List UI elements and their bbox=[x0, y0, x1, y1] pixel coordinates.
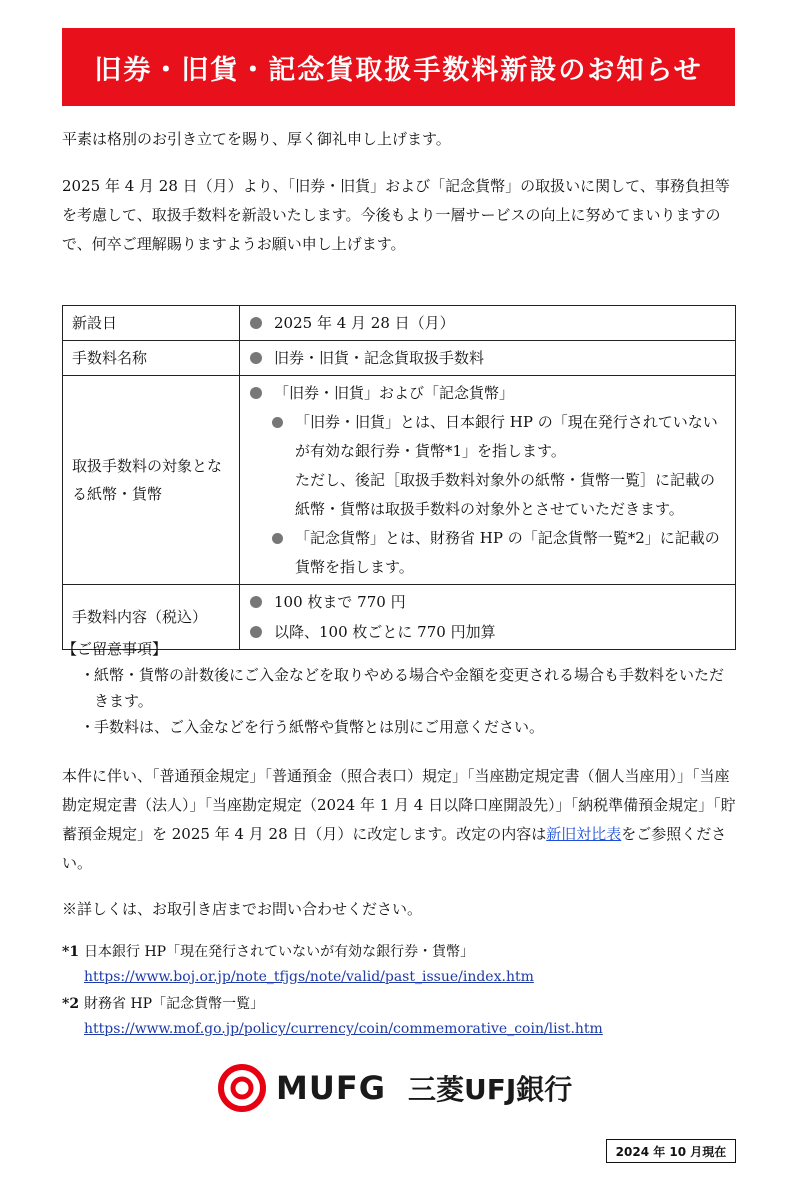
row-head-target: 取扱手数料の対象となる紙幣・貨幣 bbox=[63, 376, 240, 585]
bullet-icon bbox=[250, 352, 262, 364]
row-head-fee: 手数料内容（税込） bbox=[63, 585, 240, 650]
bullet-icon bbox=[272, 533, 283, 544]
table-row bbox=[63, 376, 736, 585]
notes-title: 【ご留意事項】 bbox=[62, 640, 168, 658]
list-item: ・ 手数料は、ご入金などを行う紙幣や貨幣とは別にご用意ください。 bbox=[80, 718, 545, 736]
logo-bank-name: 三菱UFJ銀行 bbox=[407, 1073, 573, 1106]
notes-list bbox=[80, 662, 735, 740]
date-stamp: 2024 年 10 月現在 bbox=[606, 1139, 736, 1163]
row-value-name: 旧券・旧貨・記念貨取扱手数料 bbox=[274, 349, 485, 367]
row-value-target: 「旧券・旧貨」および「記念貨幣」 bbox=[274, 384, 515, 402]
announcement-text: 2025 年 4 月 28 日（月）より、「旧券・旧貨」および「記念貨幣」の取扱いに関して、事務負担等を考慮して、取扱手数料を新設いたします。今後もより一層サービスの向上に努めてまいりますので、何卒ご理解賜りますようお願い申し上げます。 bbox=[62, 177, 730, 253]
mufg-logo bbox=[218, 1064, 572, 1112]
page-title: 旧券・旧貨・記念貨取扱手数料新設のお知らせ bbox=[94, 54, 703, 86]
revision-text: 本件に伴い、「普通預金規定」「普通預金（照合表口）規定」「当座勘定規定書（個人当座用）」「当座勘定規定書（法人）」「当座勘定規定（2024 年 1 月 4 日以降口座開設先）」「納税準備預金規定」「貯蓄預金規定」を 2025 年 4 月 28 日（月）に改定します。改定の内容は新旧対比表をご参照ください。 bbox=[62, 767, 736, 872]
table-row bbox=[63, 306, 736, 341]
mof-link[interactable]: https://www.mof.go.jp/policy/currency/coin/commemorative_coin/list.htm bbox=[84, 1021, 603, 1037]
bullet-icon bbox=[250, 596, 262, 608]
fee-first-100: 100 枚まで 770 円 bbox=[274, 593, 406, 611]
fee-info-table bbox=[62, 305, 736, 650]
fee-additional: 以降、100 枚ごとに 770 円加算 bbox=[274, 623, 496, 641]
logo-brand: MUFG bbox=[276, 1069, 386, 1107]
comparison-table-link[interactable]: 新旧対比表 bbox=[546, 825, 622, 843]
list-item: ・ 紙幣・貨幣の計数後にご入金などを取りやめる場合や金額を変更される場合も手数料をいただきます。 bbox=[80, 666, 725, 710]
footnote-2: *2 財務省 HP「記念貨幣一覧」 https://www.mof.go.jp/policy/currency/coin/commemorative_coin/list.htm bbox=[62, 992, 738, 1042]
table-row bbox=[63, 341, 736, 376]
target-note-old: 「旧券・旧貨」とは、日本銀行 HP の「現在発行されていないが有効な銀行券・貨幣*1」を指します。 bbox=[295, 413, 718, 460]
bullet-icon bbox=[250, 317, 262, 329]
intro-text: 平素は格別のお引き立てを賜り、厚く御礼申し上げます。 bbox=[62, 130, 451, 148]
bullet-icon bbox=[272, 417, 283, 428]
row-head-name: 手数料名称 bbox=[63, 341, 240, 376]
boj-link[interactable]: https://www.boj.or.jp/note_tfjgs/note/valid/past_issue/index.htm bbox=[84, 969, 534, 985]
title-banner bbox=[62, 28, 735, 106]
target-note-commemorative: 「記念貨幣」とは、財務省 HP の「記念貨幣一覧*2」に記載の貨幣を指します。 bbox=[295, 529, 720, 576]
footnote-1: *1 日本銀行 HP「現在発行されていないが有効な銀行券・貨幣」 https://www.boj.or.jp/note_tfjgs/note/valid/past_issue/index.htm bbox=[62, 940, 738, 990]
contact-text: ※詳しくは、お取引き店までお問い合わせください。 bbox=[62, 900, 423, 918]
row-value-date: 2025 年 4 月 28 日（月） bbox=[274, 314, 455, 332]
target-note-exclusion: ただし、後記［取扱手数料対象外の紙幣・貨幣一覧］に記載の紙幣・貨幣は取扱手数料の対象外とさせていただきます。 bbox=[295, 471, 716, 518]
row-head-date: 新設日 bbox=[63, 306, 240, 341]
mufg-mark-icon bbox=[218, 1064, 266, 1112]
bullet-icon bbox=[250, 626, 262, 638]
bullet-icon bbox=[250, 387, 262, 399]
